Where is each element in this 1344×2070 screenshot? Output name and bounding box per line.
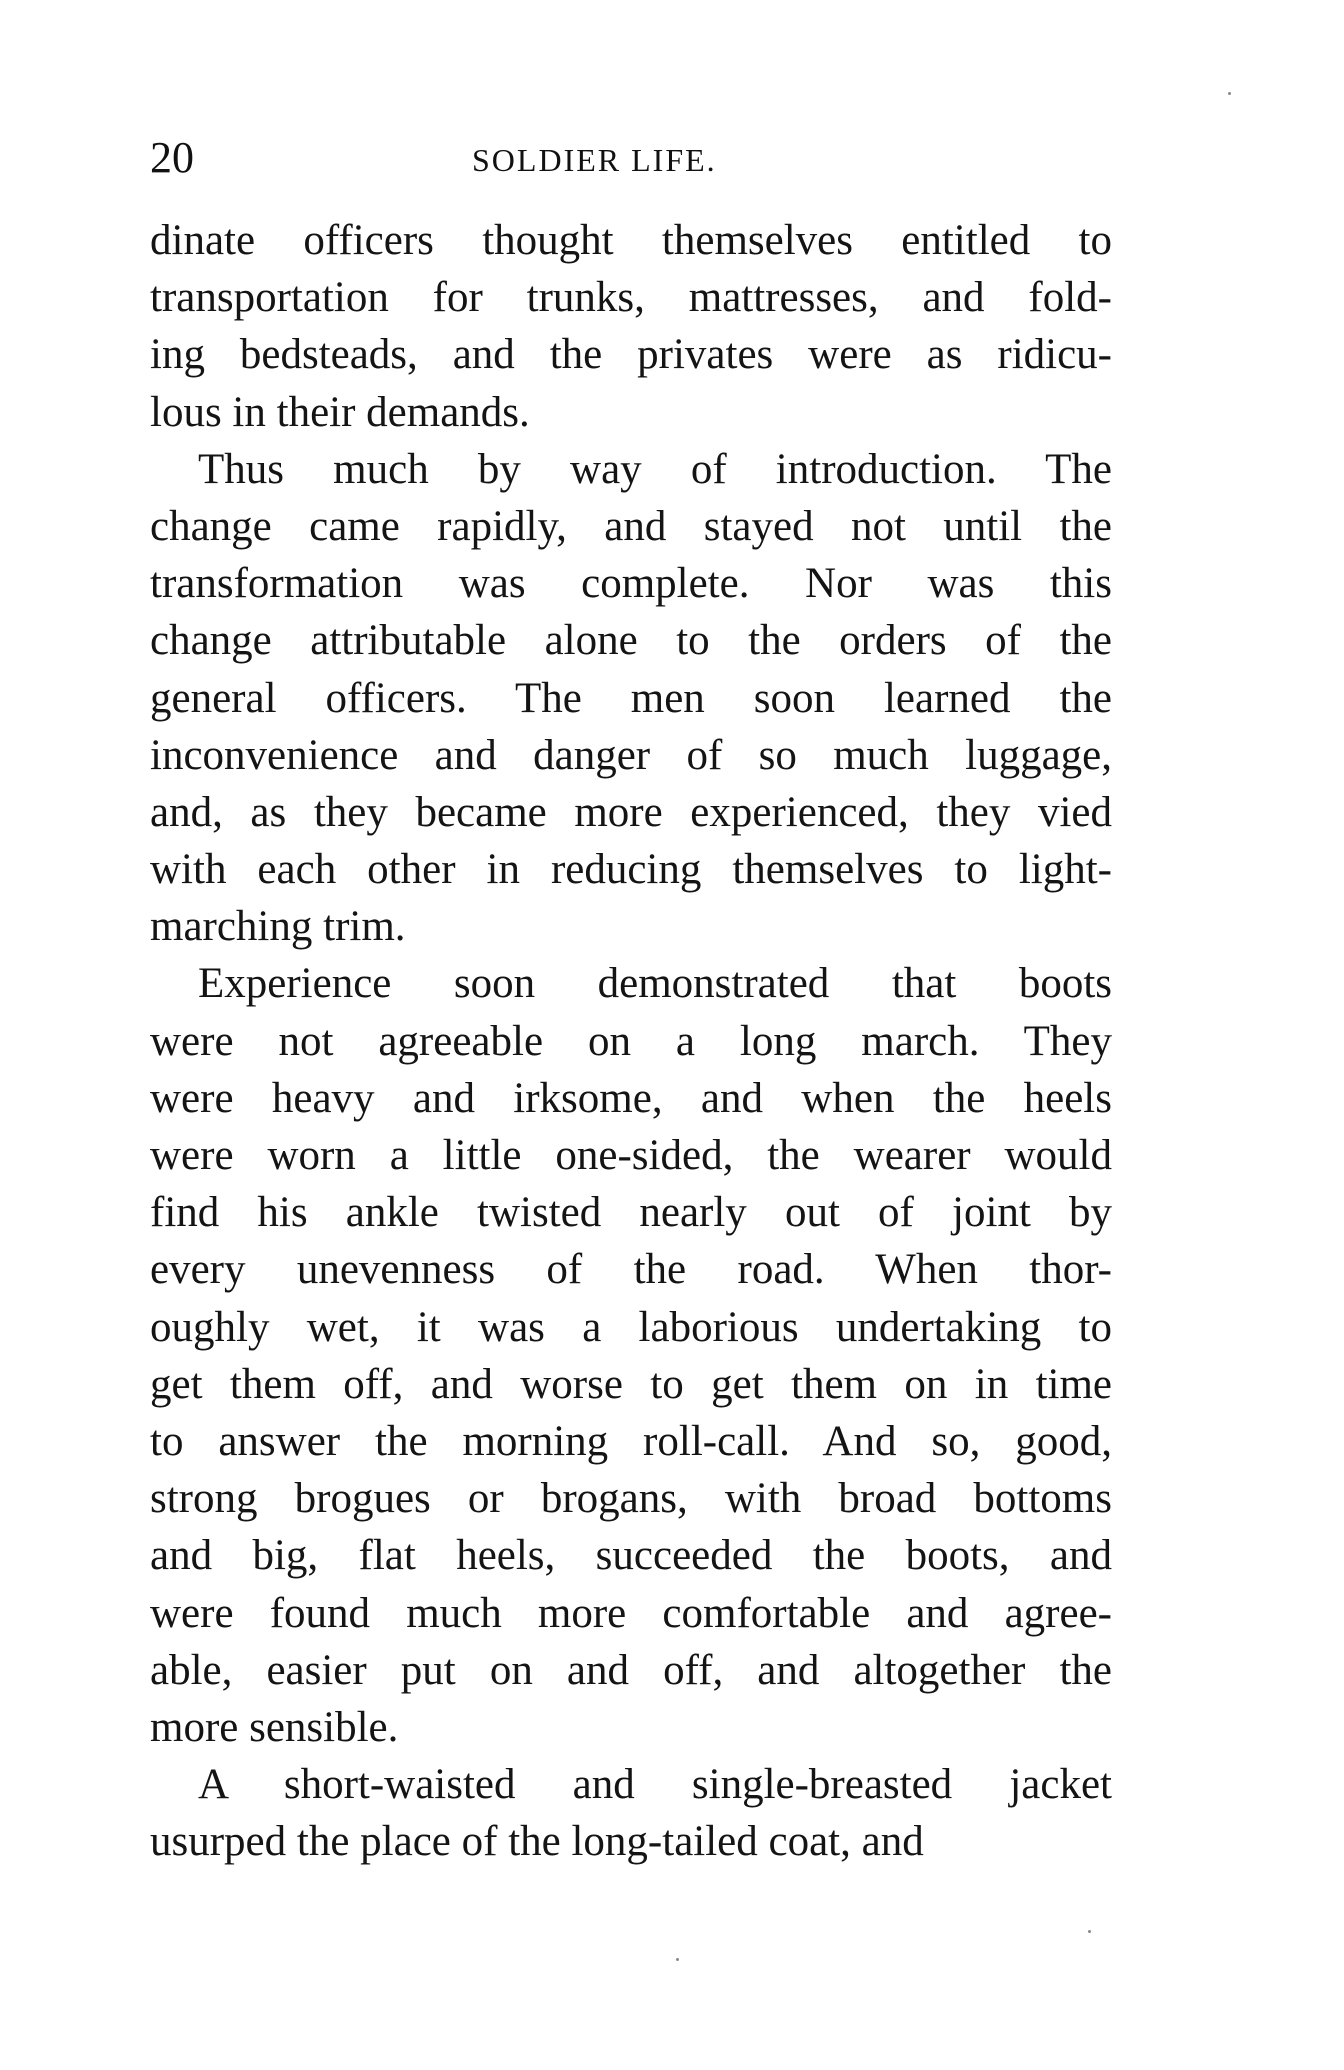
text-line: lous in their demands. <box>150 388 530 436</box>
text-line: marching trim. <box>150 903 406 951</box>
paper-speck <box>1228 92 1231 95</box>
text-line: transformation was complete. Nor was this <box>150 560 1112 608</box>
text-line: transportation for trunks, mattresses, and fold- <box>150 274 1112 322</box>
text-line: Thus much by way of introduction. The <box>198 445 1112 493</box>
text-line: A short-waisted and single-breasted jacket <box>198 1761 1112 1809</box>
paper-speck <box>1088 1930 1091 1933</box>
text-line: every unevenness of the road. When thor- <box>150 1246 1112 1294</box>
text-line: Experience soon demonstrated that boots <box>198 960 1112 1008</box>
text-line: with each other in reducing themselves to light- <box>150 846 1112 894</box>
text-line: and big, flat heels, succeeded the boots, and <box>150 1532 1112 1580</box>
paragraph <box>150 212 1112 441</box>
text-line: change attributable alone to the orders of the <box>150 617 1112 665</box>
paragraph <box>150 441 1112 956</box>
text-line: change came rapidly, and stayed not until the <box>150 502 1112 550</box>
text-line: inconvenience and danger of so much luggage, <box>150 731 1112 779</box>
text-line: general officers. The men soon learned the <box>150 674 1112 722</box>
text-line: were worn a little one-sided, the wearer would <box>150 1132 1112 1179</box>
text-line: and, as they became more experienced, they vied <box>150 788 1112 836</box>
text-line: able, easier put on and off, and altogether the <box>150 1646 1112 1694</box>
text-line: usurped the place of the long-tailed coat, and <box>150 1818 924 1866</box>
paragraph <box>150 1756 1112 1870</box>
text-line: were found much more comfortable and agree- <box>150 1589 1112 1637</box>
paragraph <box>150 955 1112 1756</box>
text-line: dinate officers thought themselves entitled to <box>150 217 1112 264</box>
paper-speck <box>676 1958 679 1961</box>
text-line: get them off, and worse to get them on in time <box>150 1360 1112 1408</box>
text-line: to answer the morning roll-call. And so, good, <box>150 1417 1112 1465</box>
text-line: were heavy and irksome, and when the heels <box>150 1074 1112 1122</box>
text-line: were not agreeable on a long march. They <box>150 1017 1112 1065</box>
text-line: oughly wet, it was a laborious undertaking to <box>150 1303 1112 1351</box>
text-line: ing bedsteads, and the privates were as ridicu- <box>150 331 1112 379</box>
page-number: 20 <box>150 133 194 182</box>
text-line: more sensible. <box>150 1703 399 1751</box>
running-title: SOLDIER LIFE. <box>472 142 717 178</box>
text-line: find his ankle twisted nearly out of joint by <box>150 1189 1112 1237</box>
body-text <box>150 212 1112 1870</box>
running-head <box>150 128 1110 188</box>
text-line: strong brogues or brogans, with broad bottoms <box>150 1475 1112 1523</box>
